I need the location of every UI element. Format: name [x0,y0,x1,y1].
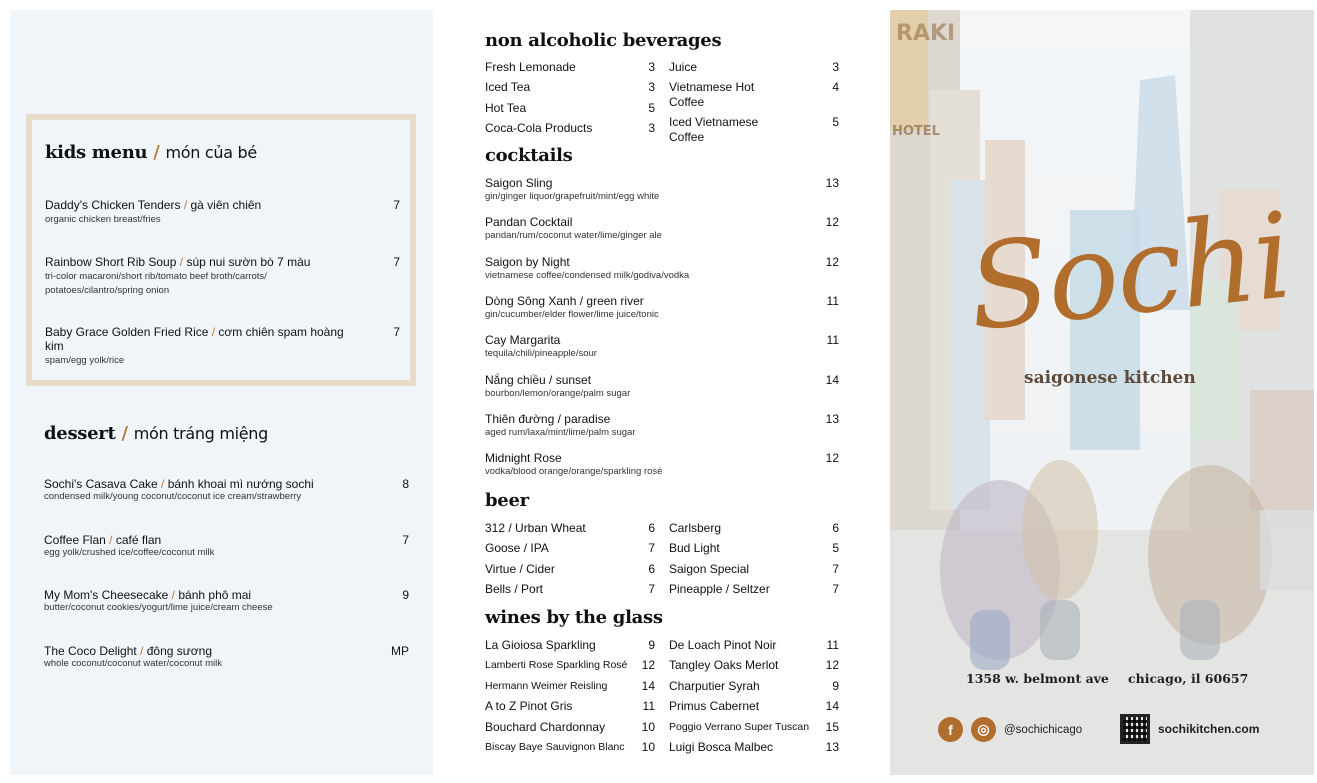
list-item [669,80,839,115]
menu-item [44,644,409,669]
item-price: 4 [832,80,839,95]
brand-tagline: saigonese kitchen [1024,368,1196,388]
item-name: Tangley Oaks Merlot [669,658,779,673]
kids-menu-title: kids menu / món của bé [45,142,257,163]
item-name: 312 / Urban Wheat [485,521,586,535]
item-description: condensed milk/young coconut/coconut ice cream/strawberry [44,491,302,502]
left-panel [10,10,433,775]
item-price: 5 [832,115,839,130]
item-price: 7 [832,582,839,597]
item-name: Hot Tea [485,100,527,115]
item-price: 3 [648,121,655,136]
menu-item [44,477,409,502]
instagram-icon[interactable]: ◎ [971,717,996,742]
list-item [485,521,655,541]
list-item [485,80,655,100]
list-item [669,720,839,740]
item-name [44,477,314,491]
item-price: 9 [402,588,409,602]
slash-separator: / [105,533,116,547]
item-name-en: My Mom's Cheesecake [44,588,169,602]
item-description: pandan/rum/coconut water/lime/ginger ale [485,230,662,242]
slash-separator: / [157,477,168,491]
item-price: 7 [648,582,655,597]
item-name: A to Z Pinot Gris [485,699,573,714]
dessert-title: dessert / món tráng miệng [44,423,269,444]
item-price: 12 [641,658,655,673]
item-price: 3 [648,80,655,95]
item-name: Carlsberg [669,521,722,535]
item-name-viet: cơm chiên spam hoàng kim [45,325,344,353]
item-price: 5 [832,541,839,556]
slash-separator: / [180,198,191,212]
item-name: La Gioiosa Sparkling [485,638,596,652]
slash-separator: / [168,588,179,602]
list-item [669,115,839,150]
non-alcoholic-list [485,60,839,150]
item-price: 14 [825,699,839,714]
item-price: 12 [825,254,839,269]
list-item [485,562,655,582]
item-price: 3 [648,60,655,74]
slash-separator: / [208,325,219,339]
item-name [45,325,345,353]
item-name: Luigi Bosca Malbec [669,739,774,754]
item-price: 10 [641,739,655,754]
list-item [485,582,655,602]
item-name-en: Coffee Flan [44,533,106,547]
item-name: Juice [669,60,698,74]
hotel-sign-text: HOTEL [892,124,940,139]
cocktail-item [485,176,839,202]
item-name-viet: gà viên chiên [190,198,262,212]
item-name-viet: súp nui sườn bò 7 màu [186,255,311,269]
item-price: 11 [826,293,839,308]
item-name: Biscay Baye Sauvignon Blanc [485,740,625,753]
item-name: Iced Tea [485,80,531,95]
menu-item [45,198,400,227]
list-item [669,60,839,80]
item-price: 11 [826,333,839,348]
item-name: Goose / IPA [485,541,549,556]
kids-menu-box [26,114,416,386]
beer-title: beer [485,490,529,511]
item-price: 12 [825,451,839,466]
item-description: egg yolk/crushed ice/coffee/coconut milk [44,547,215,558]
item-name: Iced Vietnamese Coffee [669,115,759,145]
item-price: 13 [825,739,839,754]
item-name [44,533,161,547]
list-item [669,562,839,582]
item-price: 6 [832,521,839,535]
list-item [669,740,839,760]
wines-list [485,638,839,760]
item-price: 7 [393,255,400,269]
item-price: 9 [648,638,655,652]
item-name: Thiên đường / paradise [485,411,611,426]
cocktail-item [485,451,839,477]
item-name: Saigon Sling [485,176,553,190]
item-name: Virtue / Cider [485,561,555,576]
menu-item [44,533,409,558]
item-description: bourbon/lemon/orange/palm sugar [485,387,631,399]
item-name: Bud Light [669,541,720,556]
cocktail-item [485,255,839,281]
item-name: Charputier Syrah [669,678,760,693]
item-description: vietnamese coffee/condensed milk/godiva/vodka [485,269,690,281]
item-price: 6 [648,561,655,576]
item-name-viet: đông sương [146,644,213,658]
item-price: 7 [393,325,400,339]
menu-item [44,588,409,613]
item-name-viet: bánh phô mai [178,588,252,602]
cocktail-item [485,333,839,359]
item-name-en: Rainbow Short Rib Soup [45,255,177,269]
item-name-viet: café flan [115,533,162,547]
item-name: Bells / Port [485,582,544,597]
list-item [669,521,839,541]
facebook-icon[interactable]: f [938,717,963,742]
cover-panel [890,10,1314,775]
list-item [669,541,839,561]
item-price: 7 [402,533,409,547]
item-price: 14 [641,678,655,693]
slash-separator: / [176,255,187,269]
item-price: MP [391,644,409,658]
item-price: 7 [832,561,839,576]
item-price: 13 [825,411,839,426]
item-name: Coca-Cola Products [485,121,593,136]
item-name: Dòng Sông Xanh / green river [485,293,644,308]
social-links [938,717,1082,742]
brand-logo: Sochi [962,186,1297,358]
item-price: 6 [648,521,655,535]
item-description: tri-color macaroni/short rib/tomato beef broth/carrots/ potatoes/cilantro/spring onion [45,271,267,296]
item-price: 12 [825,215,839,230]
cocktail-item [485,294,839,320]
middle-panel [433,10,890,775]
item-name: Saigon by Night [485,254,570,269]
item-price: 9 [832,678,839,693]
list-item [485,679,655,699]
list-item [485,720,655,740]
item-name: Bouchard Chardonnay [485,719,606,734]
menu-item [45,325,400,368]
item-name: Primus Cabernet [669,699,760,714]
address: 1358 w. belmont ave [966,671,1109,686]
cocktails-title: cocktails [485,145,573,166]
item-name-en: Daddy's Chicken Tenders [45,198,181,212]
cocktail-item [485,412,839,438]
wines-title: wines by the glass [485,607,663,628]
menu-item [45,255,400,298]
item-description: whole coconut/coconut water/coconut milk [44,658,222,669]
item-description: gin/ginger liquor/grapefruit/mint/egg white [485,191,660,202]
website-link[interactable]: sochikitchen.com [1158,722,1260,736]
item-name [45,198,261,212]
item-name: Lamberti Rose Sparkling Rosé [485,659,628,672]
social-handle[interactable]: @sochichicago [1004,723,1083,736]
list-item [669,658,839,678]
cocktail-item [485,373,839,399]
item-description: gin/cucumber/elder flower/lime juice/tonic [485,308,659,320]
item-description: butter/coconut cookies/yogurt/lime juice/cream cheese [44,602,273,613]
list-item [669,699,839,719]
item-price: 8 [402,477,409,491]
item-name: Pandan Cocktail [485,215,573,230]
list-item [485,60,655,80]
item-price: 10 [641,719,655,734]
item-name: De Loach Pinot Noir [669,638,777,652]
list-item [669,679,839,699]
item-price: 12 [825,658,839,673]
list-item [485,740,655,760]
city: chicago, il 60657 [1128,671,1249,686]
list-item [485,699,655,719]
item-description: aged rum/laxa/mint/lime/palm sugar [485,426,636,438]
list-item [669,638,839,658]
item-description: vodka/blood orange/orange/sparkling rosé [485,466,663,478]
item-name: Fresh Lemonade [485,60,576,74]
item-name-en: Sochi's Casava Cake [44,477,158,491]
list-item [485,658,655,678]
item-price: 7 [393,198,400,212]
item-name: Pineapple / Seltzer [669,582,770,597]
item-price: 3 [832,60,839,74]
non-alcoholic-title: non alcoholic beverages [485,30,722,51]
item-name: Nắng chiều / sunset [485,372,592,387]
item-name-viet: bánh khoai mì nướng sochi [167,477,314,491]
item-name [44,644,212,658]
item-price: 14 [825,372,839,387]
list-item [485,121,655,141]
item-price: 13 [825,176,839,190]
item-name: Cay Margarita [485,333,561,348]
item-price: 15 [825,719,839,734]
item-price: 11 [826,638,839,652]
item-name [44,588,251,602]
item-description: spam/egg yolk/rice [45,355,125,366]
beer-list [485,521,839,617]
item-name: Saigon Special [669,561,750,576]
slash-separator: / [136,644,147,658]
item-name: Poggio Verrano Super Tuscan [669,720,810,733]
item-price: 5 [648,100,655,115]
list-item [485,638,655,658]
item-description: tequila/chili/pineapple/sour [485,348,597,360]
list-item [485,541,655,561]
item-name-en: The Coco Delight [44,644,137,658]
item-price: 7 [648,541,655,556]
item-name [45,255,310,269]
website-block [1120,714,1259,744]
cocktail-item [485,215,839,241]
list-item [485,101,655,121]
street-scene-photo [890,10,1314,775]
list-item [669,582,839,617]
street-sign-text: RAKI [896,21,956,46]
item-name: Midnight Rose [485,451,562,466]
item-price: 11 [642,699,655,714]
item-name: Vietnamese Hot Coffee [669,80,755,110]
item-description: organic chicken breast/fries [45,214,161,225]
qr-code-icon [1120,714,1150,744]
item-name-en: Baby Grace Golden Fried Rice [45,325,209,339]
item-name: Hermann Weimer Reisling [485,679,608,692]
